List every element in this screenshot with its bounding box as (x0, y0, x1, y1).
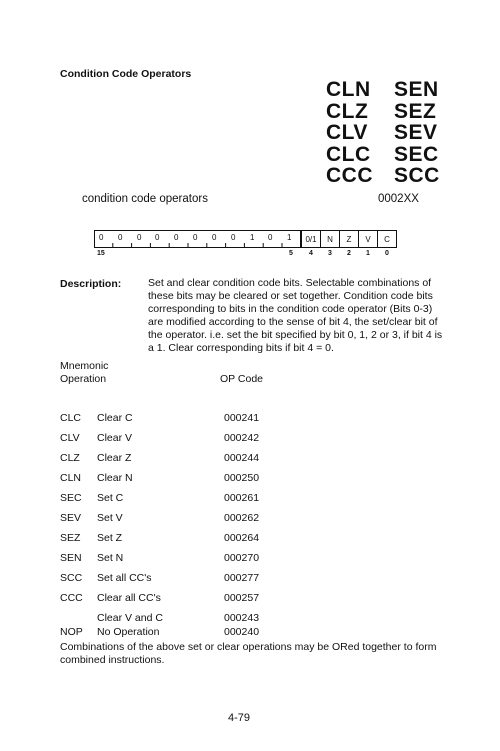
row-operation: Set V (97, 512, 123, 524)
row-operation: Set all CC's (97, 572, 152, 584)
table-row (0, 512, 500, 526)
row-opcode: 000261 (224, 492, 260, 504)
mnemonic-right-3: SEV (394, 121, 438, 144)
mnemonic-left-1: CLN (326, 78, 371, 101)
bit-label-1: 1 (366, 250, 370, 257)
instruction-subtitle: condition code operators (82, 193, 208, 205)
table-row (0, 472, 500, 486)
row-operation: Clear C (97, 412, 133, 424)
mnemonic-left-5: CCC (326, 164, 373, 187)
table-row (0, 552, 500, 566)
bit-15: 0 (99, 233, 104, 242)
row-mnemonic: CLV (60, 432, 80, 444)
mnemonic-right-2: SEZ (394, 100, 437, 123)
row-opcode: 000262 (224, 512, 260, 524)
mnemonic-left-2: CLZ (326, 100, 369, 123)
bit-2: Z (346, 234, 352, 244)
description-text: Set and clear condition code bits. Selectable combinations of these bits may be cleared or set together. Condition code bits corresponding to bits in the condition code operator (Bits 0-3) are modified according to the sense of bit 4, the set/clear bit of the operator. i.e. set the bit specified by bit 0, 1, 2 or 3, if bit 4 is a 1. Clear corresponding bits if bit 4 = 0. (148, 277, 443, 354)
bit-12: 0 (155, 233, 160, 242)
mnemonic-right-4: SEC (394, 143, 439, 166)
description-label: Description: (60, 278, 122, 290)
bit-2-box (339, 230, 359, 248)
bit-label-0: 0 (385, 250, 389, 257)
bit-8: 0 (231, 233, 236, 242)
bit-10: 0 (193, 233, 198, 242)
row-mnemonic: SEZ (60, 532, 81, 544)
table-row (0, 626, 500, 640)
row-operation: No Operation (97, 626, 160, 638)
table-row (0, 612, 500, 626)
bit-7: 1 (250, 233, 255, 242)
row-opcode: 000243 (224, 612, 260, 624)
table-row (0, 412, 500, 426)
row-opcode: 000242 (224, 432, 260, 444)
row-operation: Clear N (97, 472, 133, 484)
mnemonic-right-5: SCC (394, 164, 440, 187)
row-opcode: 000277 (224, 572, 260, 584)
row-opcode: 000257 (224, 592, 260, 604)
table-row (0, 572, 500, 586)
page-number: 4-79 (228, 712, 251, 724)
row-mnemonic: CLN (60, 472, 82, 484)
bit-6: 0 (268, 233, 273, 242)
bit-1: V (365, 234, 371, 244)
row-mnemonic: NOP (60, 626, 83, 638)
row-mnemonic: SEC (60, 492, 82, 504)
row-mnemonic: CLZ (60, 452, 80, 464)
section-title: Condition Code Operators (60, 68, 192, 80)
bit-1-box (358, 230, 378, 248)
bit-label-4: 4 (309, 250, 313, 257)
row-opcode: 000240 (224, 626, 260, 638)
bit-label-5: 5 (289, 250, 293, 257)
row-operation: Clear V (97, 432, 133, 444)
row-mnemonic: SEV (60, 512, 82, 524)
bit-14: 0 (118, 233, 123, 242)
row-opcode: 000241 (224, 412, 260, 424)
row-mnemonic: CCC (60, 592, 83, 604)
table-row (0, 452, 500, 466)
bit-4: 0/1 (305, 234, 317, 244)
row-operation: Clear all CC's (97, 592, 161, 604)
row-opcode: 000244 (224, 452, 260, 464)
table-row (0, 532, 500, 546)
header-opcode: OP Code (220, 373, 263, 385)
bit-5: 1 (287, 233, 292, 242)
bit-label-2: 2 (347, 250, 351, 257)
opcode-pattern: 0002XX (378, 193, 419, 205)
header-mnemonic: Mnemonic (60, 360, 109, 372)
bit-0: C (384, 234, 390, 244)
bit-11: 0 (174, 233, 179, 242)
header-operation: Operation (60, 373, 107, 385)
table-row (0, 592, 500, 606)
bit-13: 0 (137, 233, 142, 242)
row-operation: Clear Z (97, 452, 132, 464)
table-row (0, 492, 500, 506)
mnemonic-right-1: SEN (394, 78, 439, 101)
row-mnemonic: CLC (60, 412, 82, 424)
bit-3: N (327, 234, 333, 244)
row-operation: Set Z (97, 532, 123, 544)
row-opcode: 000264 (224, 532, 260, 544)
bit-3-box (320, 230, 340, 248)
row-opcode: 000250 (224, 472, 260, 484)
bit-9: 0 (212, 233, 217, 242)
row-mnemonic: SCC (60, 572, 83, 584)
footer-note: Combinations of the above set or clear operations may be ORed together to form combined instructions. (60, 641, 437, 666)
bit-label-15: 15 (97, 250, 105, 257)
table-row (0, 432, 500, 446)
mnemonic-left-4: CLC (326, 143, 371, 166)
row-opcode: 000270 (224, 552, 260, 564)
row-operation: Clear V and C (97, 612, 163, 624)
bit-4-box (301, 230, 321, 248)
bit-label-3: 3 (328, 250, 332, 257)
row-mnemonic: SEN (60, 552, 82, 564)
bit-0-box (377, 230, 397, 248)
row-operation: Set N (97, 552, 124, 564)
row-operation: Set C (97, 492, 124, 504)
mnemonic-left-3: CLV (326, 121, 368, 144)
